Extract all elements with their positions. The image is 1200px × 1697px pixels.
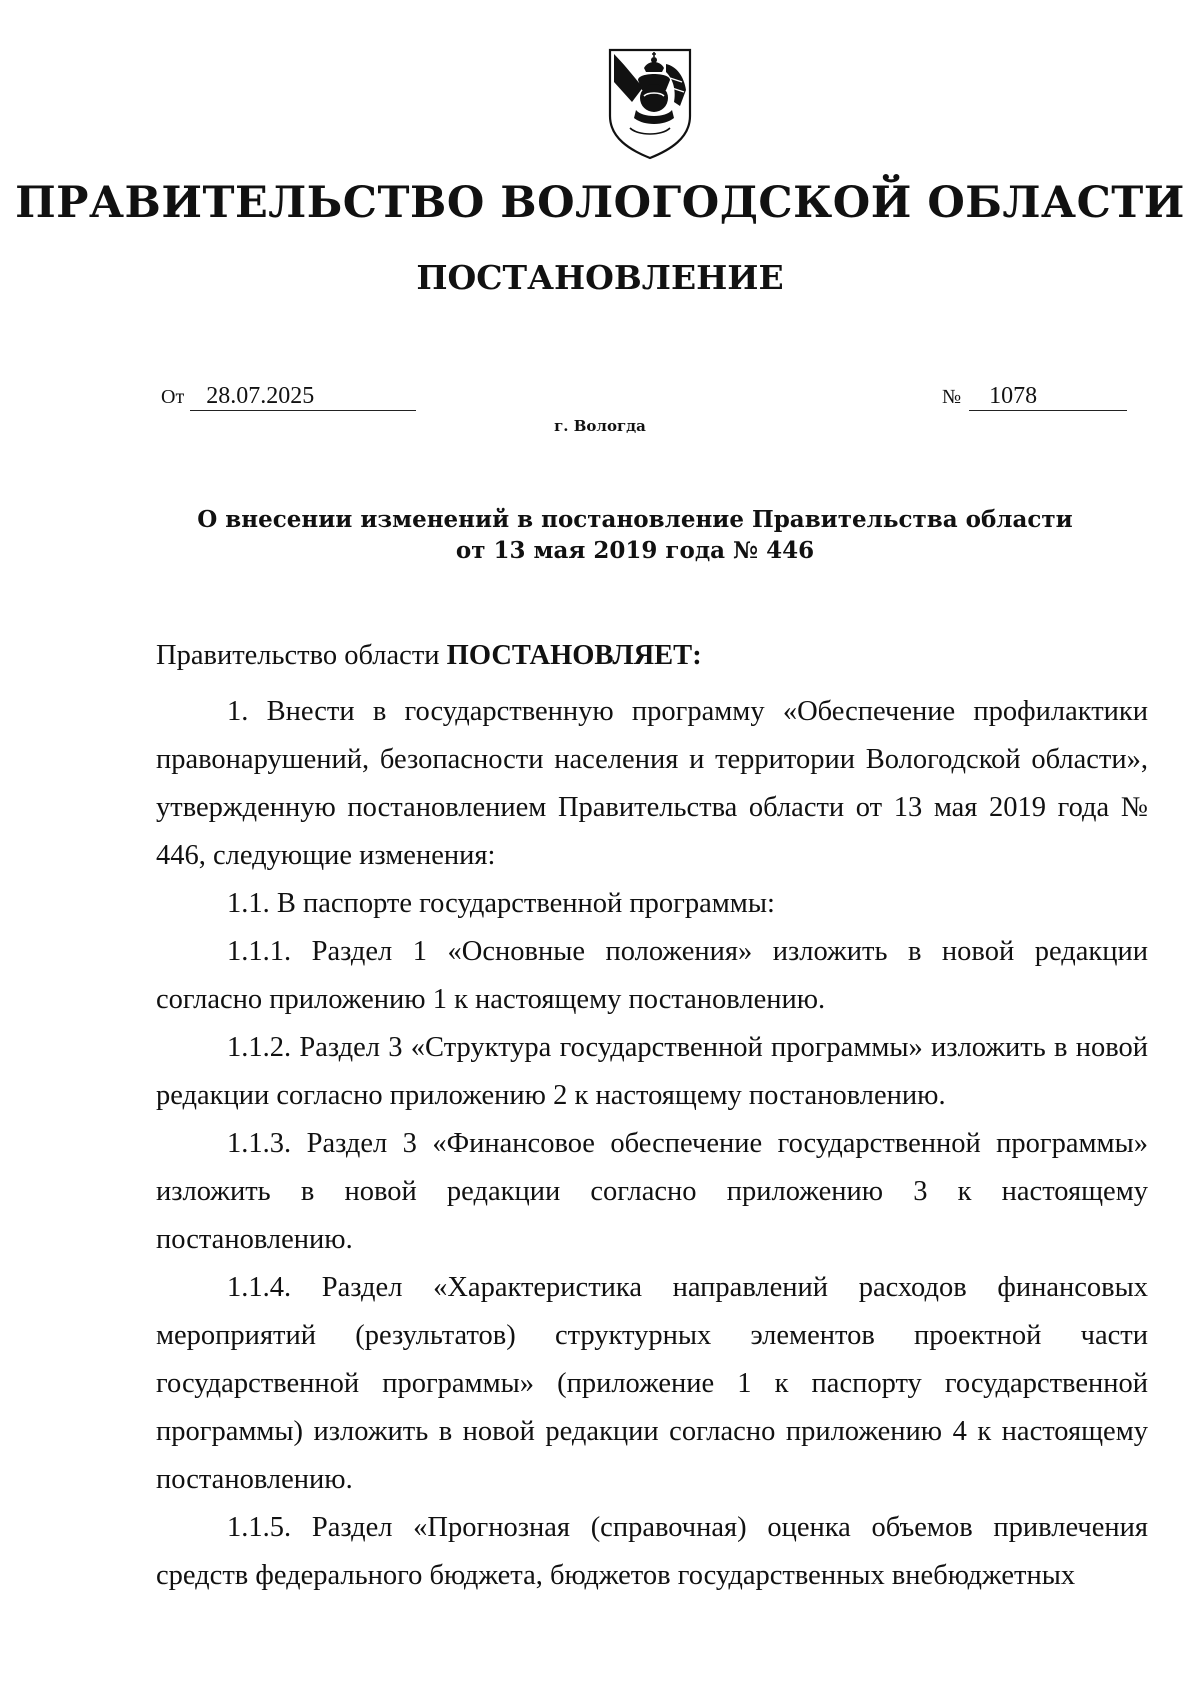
body-paragraph: 1.1.5. Раздел «Прогнозная (справочная) оценка объемов привлечения средств федерального бюджета, бюджетов государственных внебюджетных [156, 1512, 1148, 1591]
body-paragraph: 1.1. В паспорте государственной программы: [227, 888, 775, 919]
document-date-value: 28.07.2025 [190, 382, 416, 411]
coat-of-arms-emblem [604, 46, 696, 162]
body-paragraph: 1.1.2. Раздел 3 «Структура государственной программы» изложить в новой редакции согласно приложению 2 к настоящему постановлению. [156, 1032, 1148, 1111]
document-body [156, 632, 1148, 1600]
number-sign-label: № [942, 386, 962, 408]
document-date-field [161, 382, 416, 411]
decree-lead-paragraph [156, 632, 1148, 680]
document-number-value: 1078 [969, 382, 1127, 411]
body-paragraph: 1.1.1. Раздел 1 «Основные положения» изложить в новой редакции согласно приложению 1 к настоящему постановлению. [156, 936, 1148, 1015]
subject-line-1: О внесении изменений в постановление Правительства области [197, 506, 1073, 533]
subject-line-2: от 13 мая 2019 года № 446 [455, 537, 815, 564]
body-paragraph: 1.1.3. Раздел 3 «Финансовое обеспечение государственной программы» изложить в новой редакции согласно приложению 3 к настоящему постановлению. [156, 1128, 1148, 1255]
document-number-field [942, 382, 1127, 411]
date-prefix-label: От [161, 386, 185, 408]
document-subject [150, 504, 1120, 566]
decree-lead-text: Правительство области [156, 640, 447, 671]
organization-title: ПРАВИТЕЛЬСТВО ВОЛОГОДСКОЙ ОБЛАСТИ [15, 178, 1185, 228]
body-paragraph: 1.1.4. Раздел «Характеристика направлений расходов финансовых мероприятий (результатов) структурных элементов проектной части государственной программы» (приложение 1 к паспорту государственной программы) изложить в новой редакции согласно приложению 4 к настоящему постановлению. [156, 1272, 1148, 1495]
body-paragraph: 1. Внести в государственную программу «Обеспечение профилактики правонарушений, безопасности населения и территории Вологодской области», утвержденную постановлением Правительства области от 13 мая 2019 года № 446, следующие изменения: [156, 696, 1148, 871]
document-type-title: ПОСТАНОВЛЕНИЕ [416, 258, 784, 297]
vologda-coat-of-arms-icon [604, 46, 696, 162]
issue-city: г. Вологда [554, 417, 646, 435]
decree-keyword: ПОСТАНОВЛЯЕТ: [446, 640, 702, 671]
